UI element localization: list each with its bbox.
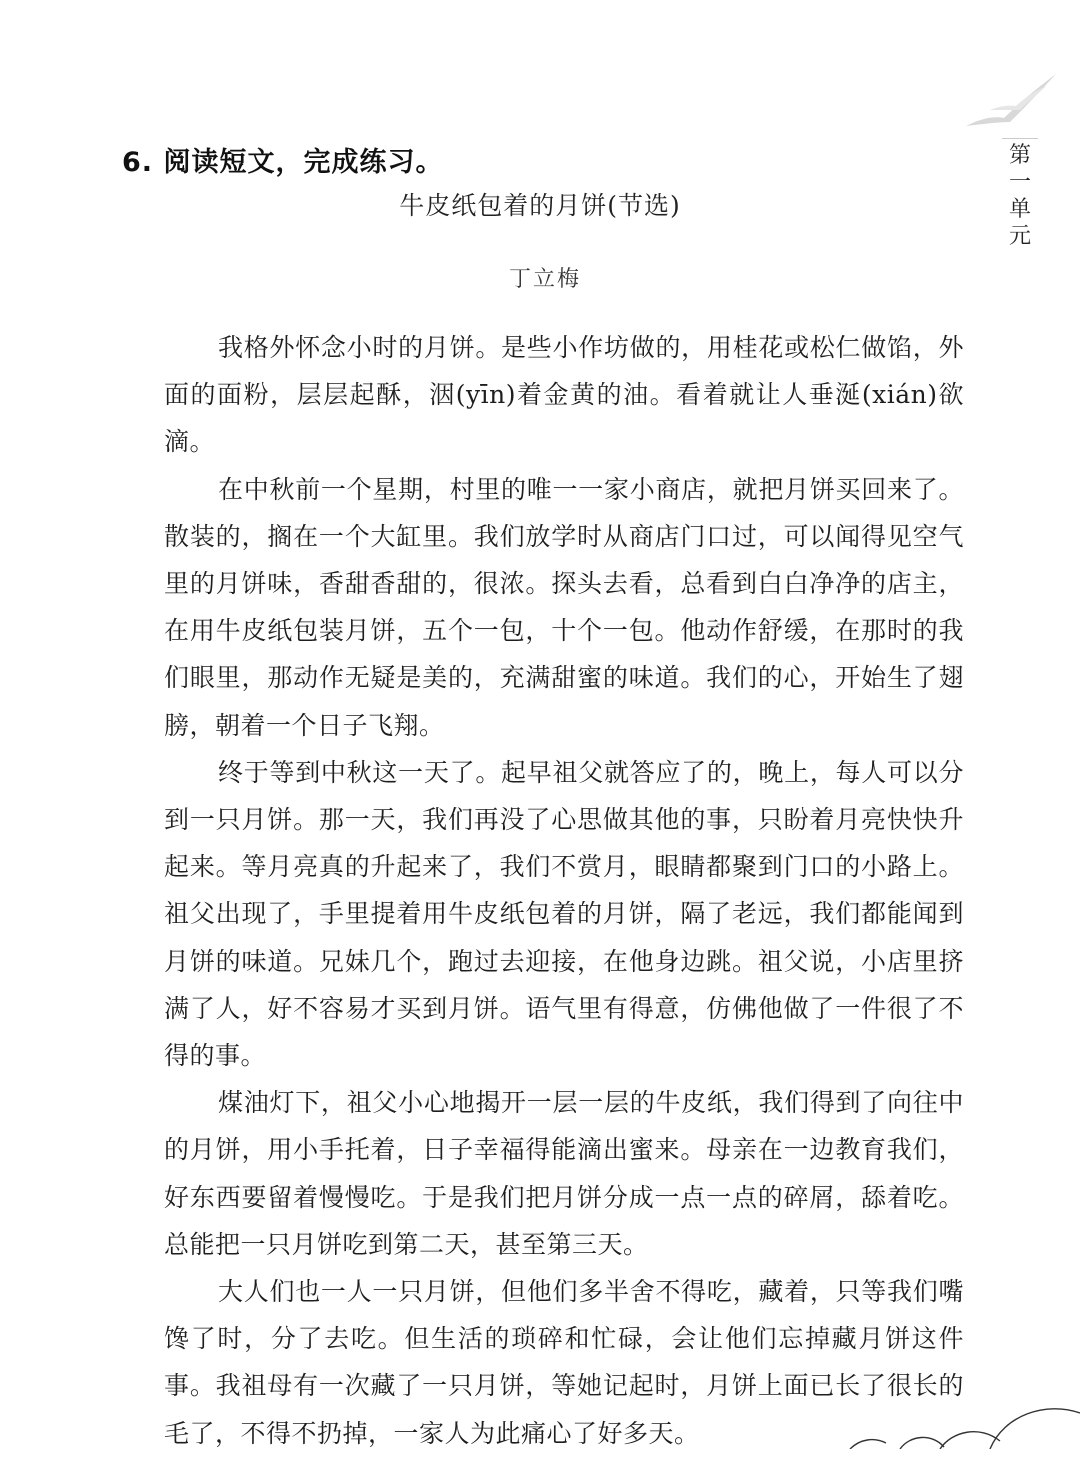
- article-title: 牛皮纸包着的月饼(节选): [399, 191, 681, 220]
- question-heading: 6. 阅读短文，完成练习。: [122, 147, 444, 178]
- side-divider: [1002, 138, 1038, 139]
- paragraph-2: 在中秋前一个星期，村里的唯一一家小商店，就把月饼买回来了。散装的，搁在一个大缸里。我们放学时从商店门口过，可以闻得见空气里的月饼味，香甜香甜的，很浓。探头去看，总看到白白净净的店主，在用牛皮纸包装月饼，五个一包，十个一包。他动作舒缓，在那时的我们眼里，那动作无疑是美的，充满甜蜜的味道。我们的心，开始生了翅膀，朝着一个日子飞翔。: [164, 474, 964, 740]
- paragraph-5: 大人们也一人一只月饼，但他们多半舍不得吃，藏着，只等我们嘴馋了时，分了去吃。但生活的琐碎和忙碌，会让他们忘掉藏月饼这件事。我祖母有一次藏了一只月饼，等她记起时，月饼上面已长了很长的毛了，不得不扔掉，一家人为此痛心了好多天。: [164, 1277, 964, 1448]
- flying-birds-icon: [960, 66, 1060, 136]
- unit-side-label: 第 一 单 元: [1008, 143, 1031, 249]
- article-body: [164, 324, 964, 1457]
- cloud-decoration-icon: [840, 1395, 1080, 1449]
- paragraph-3: 终于等到中秋这一天了。起早祖父就答应了的，晚上，每人可以分到一只月饼。那一天，我们再没了心思做其他的事，只盼着月亮快快升起来。等月亮真的升起来了，我们不赏月，眼睛都聚到门口的小路上。祖父出现了，手里提着用牛皮纸包着的月饼，隔了老远，我们都能闻到月饼的味道。兄妹几个，跑过去迎接，在他身边跳。祖父说，小店里挤满了人，好不容易才买到月饼。语气里有得意，仿佛他做了一件很了不得的事。: [164, 757, 964, 1071]
- paragraph-1: 我格外怀念小时的月饼。是些小作坊做的，用桂花或松仁做馅，外面的面粉，层层起酥，洇(yīn)着金黄的油。看着就让人垂涎(xián)欲滴。: [164, 333, 964, 457]
- article-author: 丁立梅: [508, 267, 581, 292]
- paragraph-4: 煤油灯下，祖父小心地揭开一层一层的牛皮纸，我们得到了向往中的月饼，用小手托着，日子幸福得能滴出蜜来。母亲在一边教育我们，好东西要留着慢慢吃。于是我们把月饼分成一点一点的碎屑，舔着吃。总能把一只月饼吃到第二天，甚至第三天。: [164, 1088, 964, 1259]
